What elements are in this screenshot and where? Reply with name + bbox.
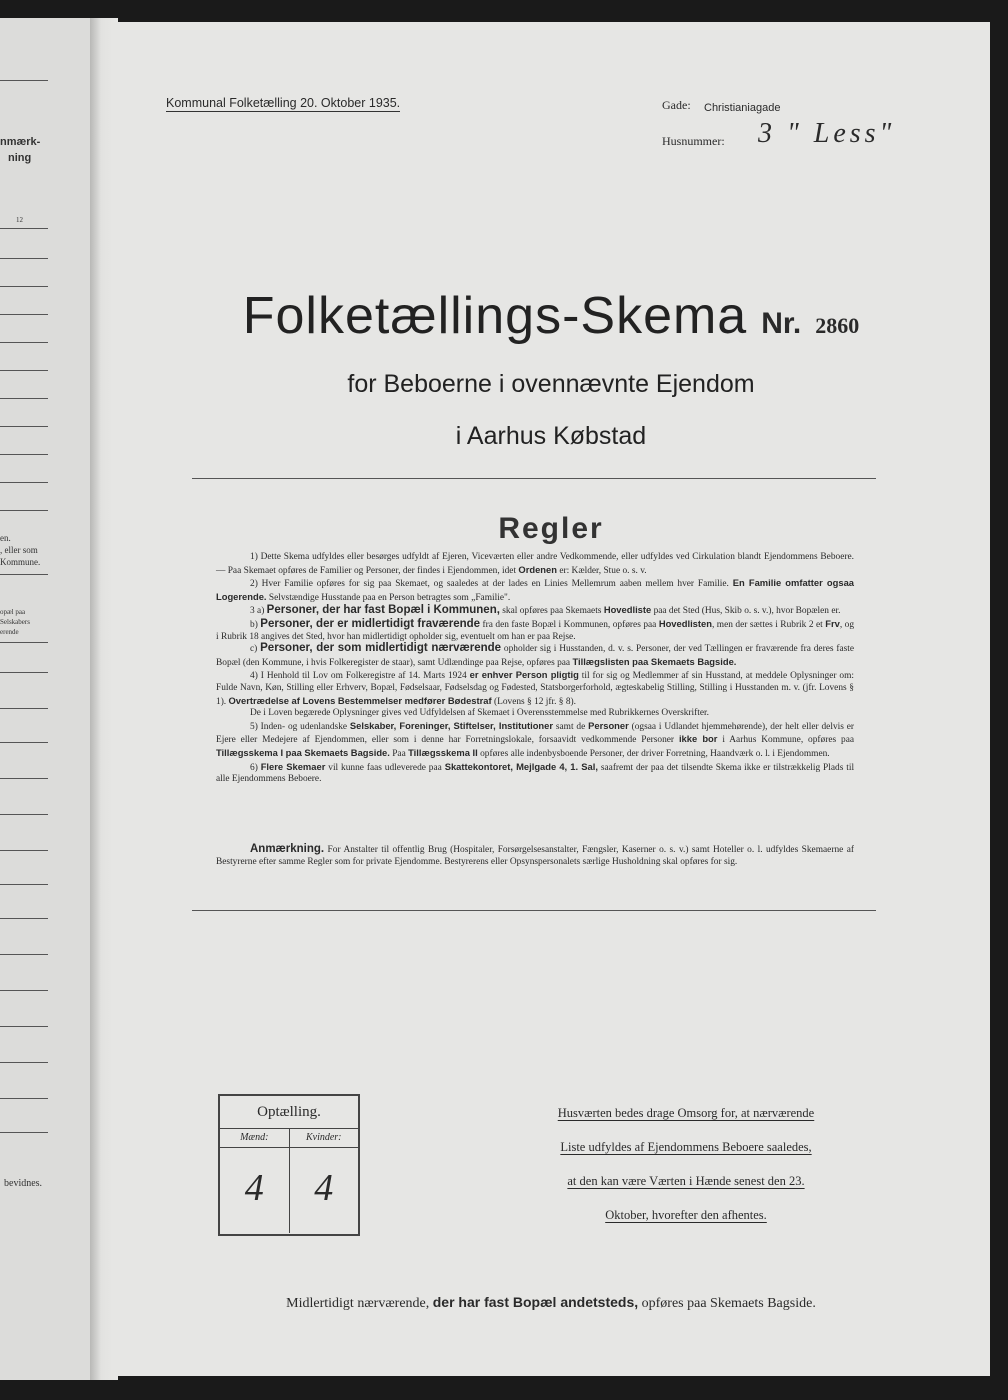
fragment-text: Selskabers (0, 618, 30, 626)
ruled-line (0, 672, 48, 673)
optaelling-title: Optælling. (220, 1096, 358, 1129)
notice-line: Oktober, hvorefter den afhentes. (605, 1208, 767, 1222)
ruled-line (0, 426, 48, 427)
maend-count: 4 (244, 1167, 264, 1209)
regler-heading: Regler (498, 512, 604, 545)
fragment-text: 12 (16, 216, 23, 224)
ruled-line (0, 954, 48, 955)
left-page-fragment (0, 18, 92, 1380)
ruled-line (0, 228, 48, 229)
ruled-line (0, 342, 48, 343)
rules-text (216, 552, 854, 786)
kvinder-label: Kvinder: (290, 1129, 359, 1148)
ruled-line (0, 1062, 48, 1063)
ruled-line (0, 314, 48, 315)
ruled-line (0, 708, 48, 709)
fragment-text: , eller som (0, 545, 38, 555)
fragment-text: Kommune. (0, 557, 41, 567)
maend-column (220, 1129, 289, 1233)
ruled-line (0, 286, 48, 287)
fragment-text: nmærk- (0, 136, 41, 148)
ruled-line (0, 1026, 48, 1027)
divider (192, 910, 876, 911)
notice-line: Liste udfyldes af Ejendommens Beboere saaledes, (560, 1140, 812, 1154)
ruled-line (0, 80, 48, 81)
rule-5: 5) Inden- og udenlandske Selskaber, Foreninger, Stiftelser, Institutioner samt de Personer (ogsaa i Udlandet hjemmehørende), der helt eller delvis er Ejere eller Medejere af Ejendommen, eller som i denne har Forretningslokale, forsaavidt vedkommende Personer ikke bor i Aarhus Kommune, opføres paa Tillægsskema I paa Skemaets Bagside. Paa Tillægsskema II opføres alle indenbysboende Personer, der driver Forretning, Haandværk o. l. i Ejendommen. (216, 719, 855, 759)
ruled-line (0, 574, 48, 575)
footer-note: Midlertidigt nærværende, der har fast Bopæl andetsteds, opføres paa Skemaets Bagside. (286, 1294, 816, 1311)
fragment-text: en. (0, 533, 11, 543)
anmaerkning-label: Anmærkning. (250, 843, 325, 855)
rule-4-note: De i Loven begærede Oplysninger gives ved Udfyldelsen af Skemaet i Overensstemmelse med Rubrikkernes Overskrifter. (250, 708, 709, 719)
ruled-line (0, 398, 48, 399)
ruled-line (0, 258, 48, 259)
rule-2: 2) Hver Familie opføres for sig paa Skemaet, og saaledes at der lades en Linies Mellemrum aaben mellem hver Familie. En Familie omfatter ogsaa Logerende. Selvstændige Husstande paa en Person betragtes som „Familie". (216, 577, 854, 603)
ruled-line (0, 990, 48, 991)
ruled-line (0, 742, 48, 743)
anmaerkning (216, 844, 854, 868)
title-main: Folketællings-Skema (242, 287, 748, 345)
divider (192, 478, 876, 479)
notice-line: at den kan være Værten i Hænde senest den 23. (567, 1174, 805, 1188)
fragment-text: opæl paa (0, 608, 26, 616)
optaelling-box (218, 1094, 360, 1236)
fragment-text: ning (8, 152, 32, 164)
subtitle-line2: i Aarhus Købstad (455, 422, 647, 450)
gade-value: Christianiagade (704, 102, 781, 114)
husnummer-value: 3 " Less" (758, 118, 896, 149)
ruled-line (0, 814, 48, 815)
ruled-line (0, 482, 48, 483)
ruled-line (0, 454, 48, 455)
ruled-line (0, 370, 48, 371)
rule-3a: 3 a) Personer, der har fast Bopæl i Kommunen, skal opføres paa Skemaets Hovedliste paa det Sted (Hus, Skib o. s. v.), hvor Bopælen er. (250, 604, 841, 617)
form-number: 2860 (815, 313, 860, 338)
ruled-line (0, 1132, 48, 1133)
anmaerkning-text: For Anstalter til offentlig Brug (Hospitaler, Forsørgelsesanstalter, Fængsler, Kaserner o. s. v.) samt Hoteller o. l. udfyldes Skemaerne af Bestyrerne efter samme Regler som for private Ejendomme. Bestyrerens eller Opsynspersonalets særlige Husholdning skal opføres for sig. (216, 845, 855, 867)
ruled-line (0, 884, 48, 885)
census-header: Kommunal Folketælling 20. Oktober 1935. (166, 96, 401, 110)
ruled-line (0, 510, 48, 511)
subtitle-line1: for Beboerne i ovennævnte Ejendom (347, 370, 755, 398)
gade-label: Gade: (662, 98, 691, 112)
ruled-line (0, 778, 48, 779)
kvinder-count: 4 (314, 1167, 334, 1209)
rule-3b: b) Personer, der er midlertidigt fraværende fra den faste Bopæl i Kommunen, opføres paa Hovedlisten, men der sættes i Rubrik 2 et Frv, og i Rubrik 18 angives det Sted, hvor han midlertidigt opholder sig, eventuelt om han er paa Rejse. (216, 617, 855, 642)
rule-3c: c) Personer, der som midlertidigt nærværende opholder sig i Husstanden, d. v. s. Personer, der ved Tællingen er fraværende fra deres faste Bopæl (den Kommune, i hvis Folkeregister de staar), samt Udlændinge paa Rejse, opføres paa Tillægslisten paa Skemaets Bagside. (216, 642, 855, 668)
rule-1: 1) Dette Skema udfyldes eller besørges udfyldt af Ejeren, Viceværten eller andre Vedkommende, eller udfyldes ved Cirkulation blandt Ejendommens Beboere. — Paa Skemaet opføres de Familier og Personer, der findes i Ejendommen, idet Ordenen er: Kælder, Stue o. s. v. (216, 552, 854, 576)
form-title (112, 286, 990, 346)
fragment-text: bevidnes. (4, 1178, 43, 1189)
ruled-line (0, 642, 48, 643)
ruled-line (0, 918, 48, 919)
fragment-text: erende (0, 628, 19, 636)
rule-6: 6) Flere Skemaer vil kunne faas udleverede paa Skattekontoret, Mejlgade 4, 1. Sal, saafremt der paa det tilsendte Skema ikke er tilstrækkelig Plads til alle Ejendommens Beboere. (216, 760, 855, 785)
title-nr-label: Nr. (761, 307, 802, 340)
husnummer-label: Husnummer: (662, 134, 725, 148)
ruled-line (0, 1098, 48, 1099)
ruled-line (0, 850, 48, 851)
census-form-page (112, 22, 990, 1376)
landlord-notice (516, 1096, 856, 1232)
rule-4: 4) I Henhold til Lov om Folkeregistre af 14. Marts 1924 er enhver Person pligtig til for sig og Medlemmer af sin Husstand, at meddele Oplysninger om: Fulde Navn, Køn, Stilling eller Erhverv, Bopæl, Fødselsaar, Fødselsdag og Fødested, Statsborgerforhold, ægteskabelig Stilling, Stilling i Husstanden m. v. (jfr. Lovens § 1). Overtrædelse af Lovens Bestemmelser medfører Bødestraf (Lovens § 12 jfr. § 8). (216, 669, 855, 707)
kvinder-column (289, 1129, 359, 1233)
maend-label: Mænd: (220, 1129, 289, 1148)
notice-line: Husværten bedes drage Omsorg for, at nærværende (557, 1106, 815, 1120)
